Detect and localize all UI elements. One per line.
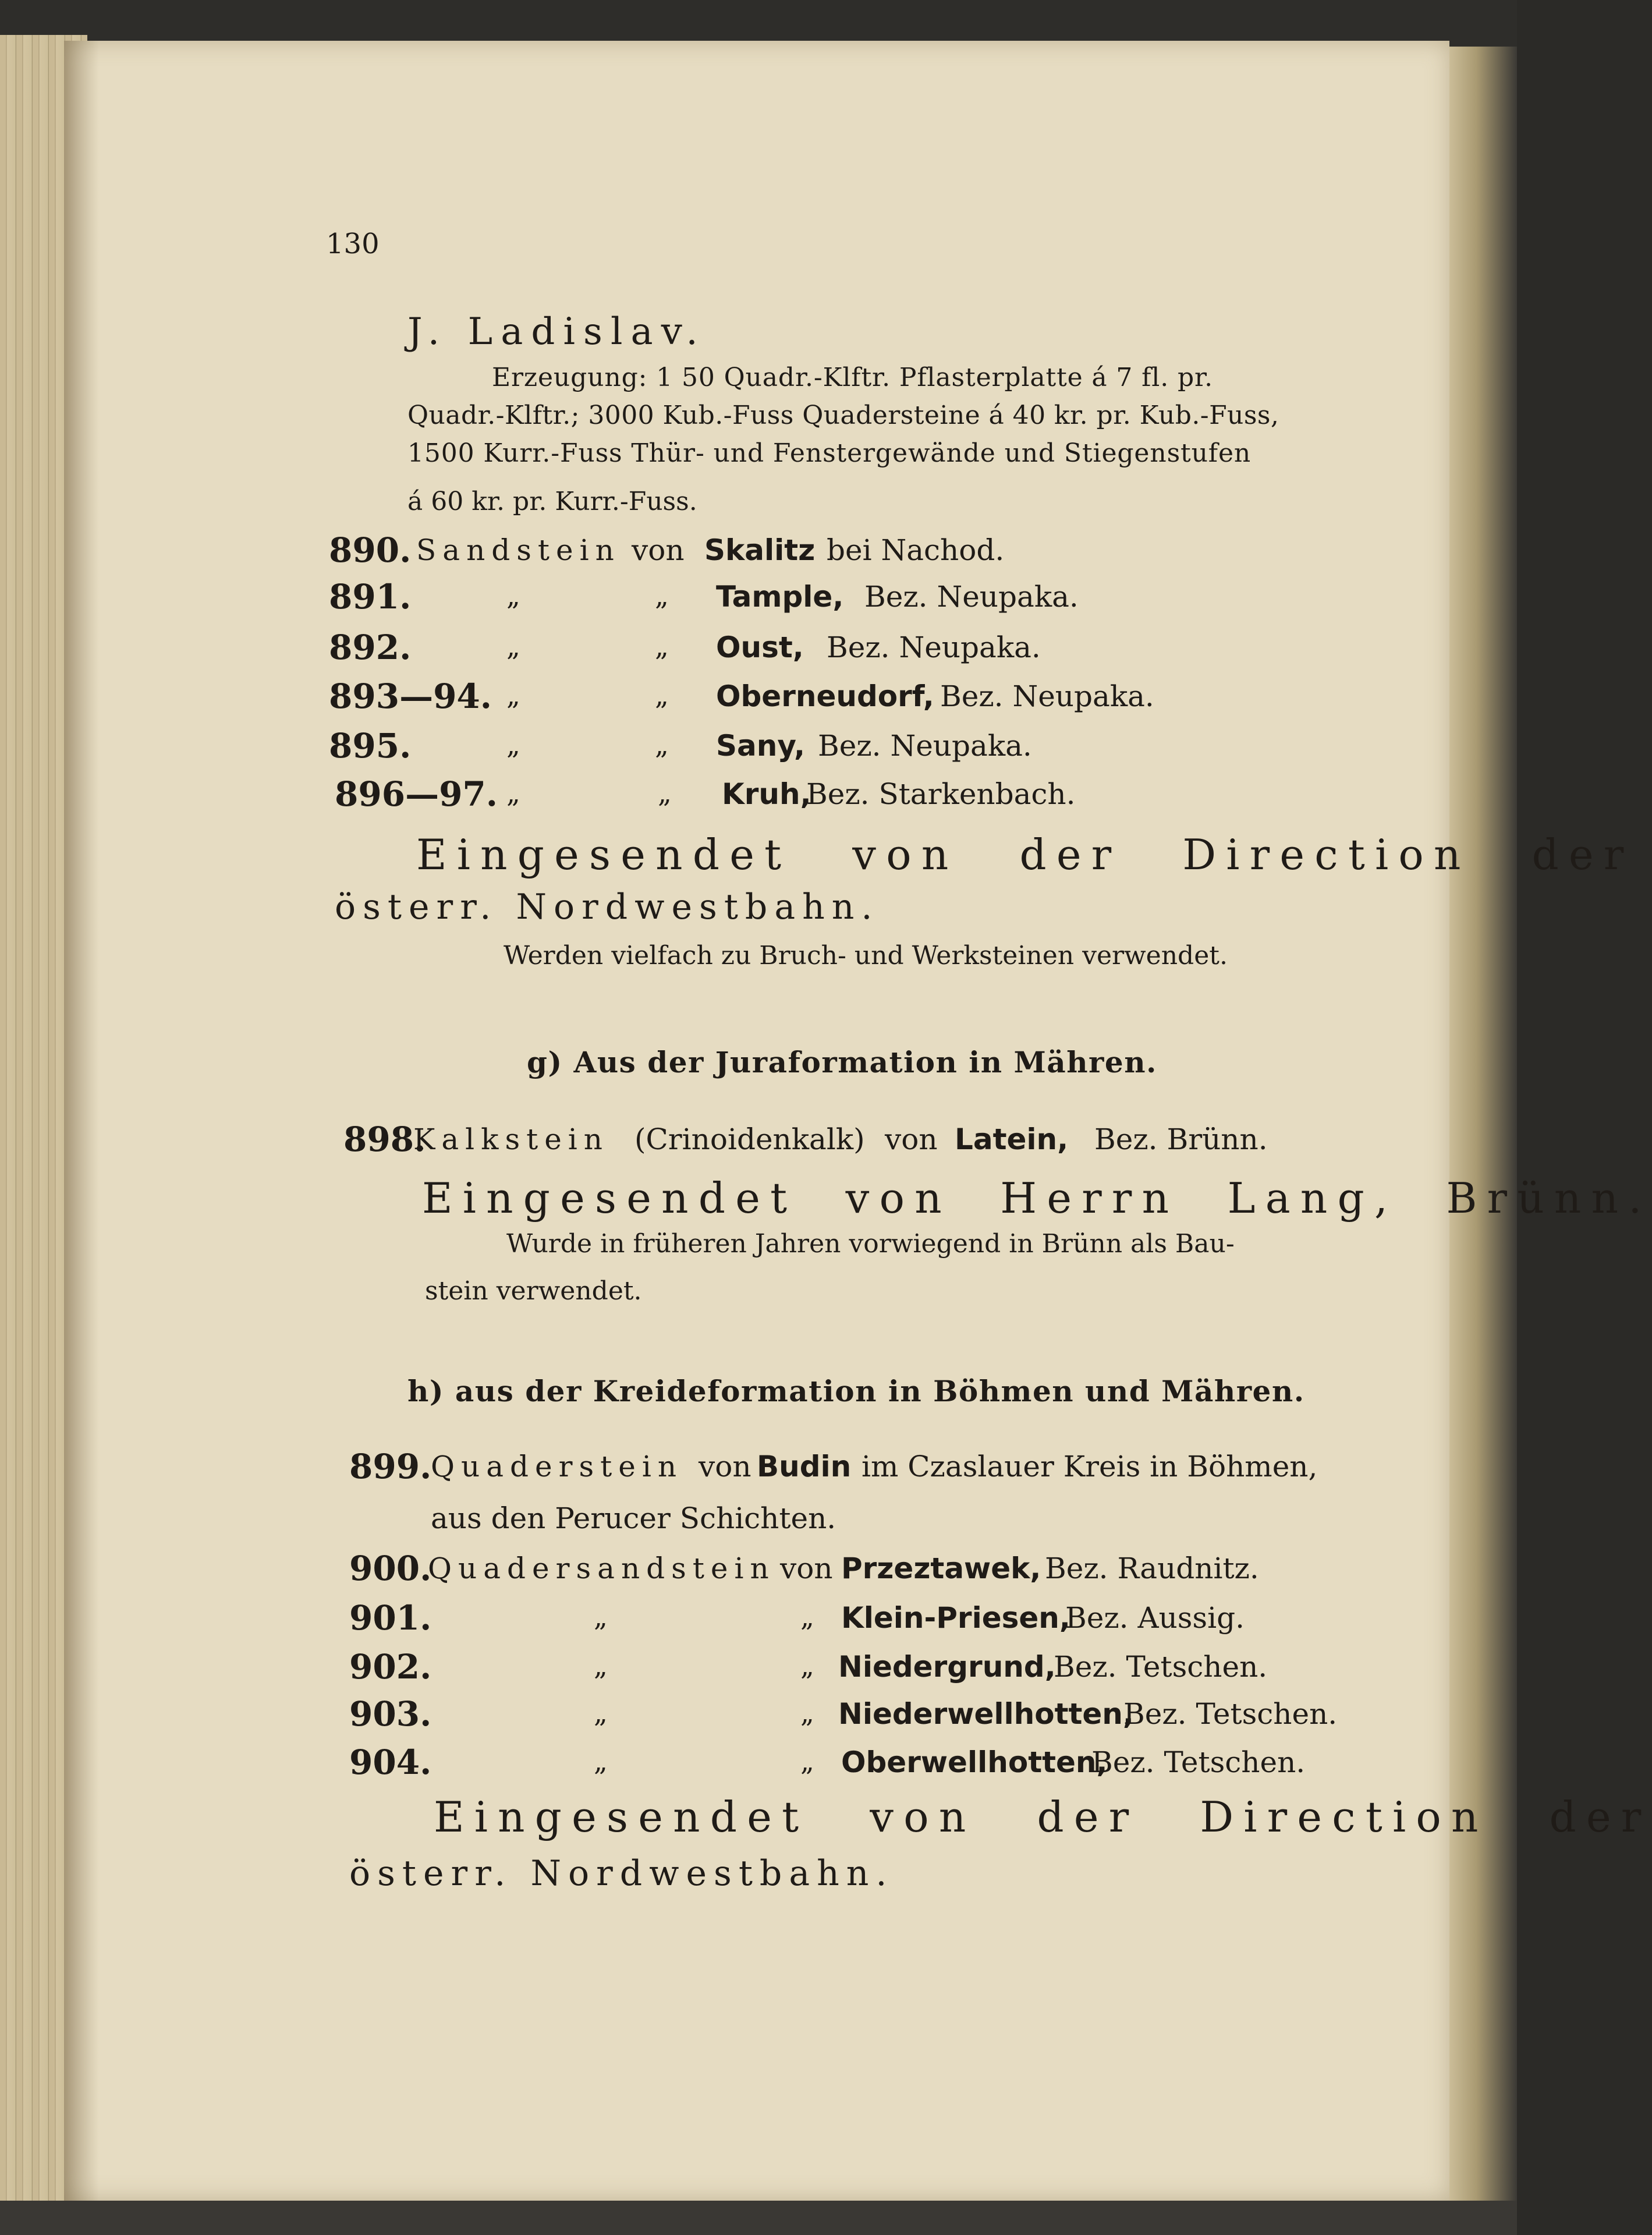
- entry-899-continuation: aus den Perucer Schichten.: [431, 1501, 836, 1535]
- production-line-3: 1500 Kurr.-Fuss Thür- und Fenstergewände und Stiegenstufen: [407, 438, 1252, 468]
- ditto-mark: „: [800, 1601, 814, 1632]
- ditto-mark: „: [655, 679, 669, 711]
- usage-note-2: stein verwendet.: [425, 1276, 642, 1306]
- sender-line-2: österr. Nordwestbahn.: [335, 887, 880, 927]
- place-detail: Bez. Tetschen.: [1091, 1745, 1306, 1779]
- entry-number: 893—94.: [329, 676, 492, 716]
- ditto-mark: „: [800, 1745, 814, 1777]
- stone-type: Kalkstein: [413, 1122, 609, 1156]
- entry-number: 895.: [329, 726, 412, 766]
- place-detail: Bez. Aussig.: [1065, 1601, 1245, 1635]
- ditto-mark: „: [655, 580, 669, 611]
- ditto-mark: „: [655, 729, 669, 760]
- entry-number: 890.: [329, 530, 412, 570]
- entry-number: 904.: [349, 1742, 432, 1782]
- von-word: von: [885, 1122, 938, 1156]
- stone-subtype: (Crinoidenkalk): [634, 1122, 865, 1156]
- place-name: Oberneudorf,: [716, 679, 934, 713]
- entry-number: 902.: [349, 1647, 432, 1687]
- entry-number: 903.: [349, 1694, 432, 1734]
- entry-number: 901.: [349, 1598, 432, 1638]
- place-name: Budin: [757, 1450, 852, 1483]
- ditto-mark: „: [800, 1697, 814, 1729]
- sender-line-1: Eingesendet von der Direction der: [416, 830, 1634, 879]
- place-name: Oberwellhotten,: [841, 1745, 1108, 1779]
- entry-number: 898.: [343, 1120, 426, 1159]
- book-right-edge: [1449, 47, 1517, 2201]
- place-detail: bei Nachod.: [827, 533, 1005, 567]
- page-number: 130: [326, 228, 380, 260]
- place-detail: Bez. Tetschen.: [1054, 1650, 1268, 1684]
- stone-type: Quadersandstein: [428, 1552, 775, 1585]
- entry-number: 899.: [349, 1447, 432, 1486]
- ditto-mark: „: [506, 777, 520, 809]
- place-name: Tample,: [716, 580, 844, 614]
- place-detail: Bez. Neupaka.: [827, 631, 1041, 664]
- section-heading-h: h) aus der Kreideformation in Böhmen und Mähren.: [407, 1374, 1305, 1408]
- production-line-2: Quadr.-Klftr.; 3000 Kub.-Fuss Quadersteine á 40 kr. pr. Kub.-Fuss,: [407, 401, 1279, 430]
- place-detail: im Czaslauer Kreis in Böhmen,: [862, 1450, 1318, 1483]
- entry-number: 900.: [349, 1549, 432, 1588]
- von-word: von: [780, 1552, 833, 1585]
- sender-line-1: Eingesendet von der Direction der: [434, 1793, 1651, 1841]
- ditto-mark: „: [594, 1697, 608, 1729]
- entry-number: 891.: [329, 577, 412, 617]
- place-detail: Bez. Neupaka.: [940, 679, 1154, 713]
- ditto-mark: „: [655, 631, 669, 662]
- producer-name: J. Ladislav.: [407, 310, 706, 353]
- place-detail: Bez. Neupaka.: [818, 729, 1032, 763]
- place-detail: Bez. Brünn.: [1094, 1122, 1268, 1156]
- stone-type: Sandstein: [416, 533, 621, 567]
- place-name: Sany,: [716, 729, 806, 763]
- ditto-mark: „: [594, 1745, 608, 1777]
- usage-note-1: Wurde in früheren Jahren vorwiegend in Brünn als Bau-: [506, 1229, 1235, 1259]
- place-name: Klein-Priesen,: [841, 1601, 1070, 1635]
- place-name: Oust,: [716, 631, 804, 664]
- production-line-4: á 60 kr. pr. Kurr.-Fuss.: [407, 487, 697, 516]
- usage-note: Werden vielfach zu Bruch- und Werksteinen verwendet.: [504, 941, 1228, 970]
- place-detail: Bez. Tetschen.: [1123, 1697, 1338, 1731]
- von-word: von: [632, 533, 685, 567]
- ditto-mark: „: [506, 679, 520, 711]
- production-line-1: Erzeugung: 1 50 Quadr.-Klftr. Pflasterplatte á 7 fl. pr.: [492, 363, 1213, 392]
- ditto-mark: „: [506, 729, 520, 760]
- ditto-mark: „: [658, 777, 672, 809]
- spine-shadow: [64, 41, 99, 2201]
- ditto-mark: „: [506, 631, 520, 662]
- place-name: Latein,: [955, 1122, 1069, 1156]
- ditto-mark: „: [594, 1601, 608, 1632]
- sender-line-2: österr. Nordwestbahn.: [349, 1853, 894, 1894]
- entry-number: 892.: [329, 628, 412, 667]
- ditto-mark: „: [800, 1650, 814, 1681]
- place-name: Niederwellhotten,: [838, 1697, 1134, 1731]
- place-name: Skalitz: [704, 533, 816, 567]
- place-name: Kruh,: [722, 777, 811, 811]
- sender-line: Eingesendet von Herrn Lang, Brünn.: [422, 1174, 1652, 1223]
- ditto-mark: „: [594, 1650, 608, 1681]
- stone-type: Quaderstein: [431, 1450, 683, 1483]
- von-word: von: [699, 1450, 751, 1483]
- section-heading-g: g) Aus der Juraformation in Mähren.: [527, 1045, 1157, 1079]
- place-detail: Bez. Starkenbach.: [806, 777, 1076, 811]
- place-detail: Bez. Raudnitz.: [1045, 1552, 1259, 1585]
- ditto-mark: „: [506, 580, 520, 611]
- place-detail: Bez. Neupaka.: [864, 580, 1079, 614]
- place-name: Niedergrund,: [838, 1650, 1056, 1684]
- place-name: Przeztawek,: [841, 1552, 1041, 1585]
- entry-number: 896—97.: [335, 774, 498, 814]
